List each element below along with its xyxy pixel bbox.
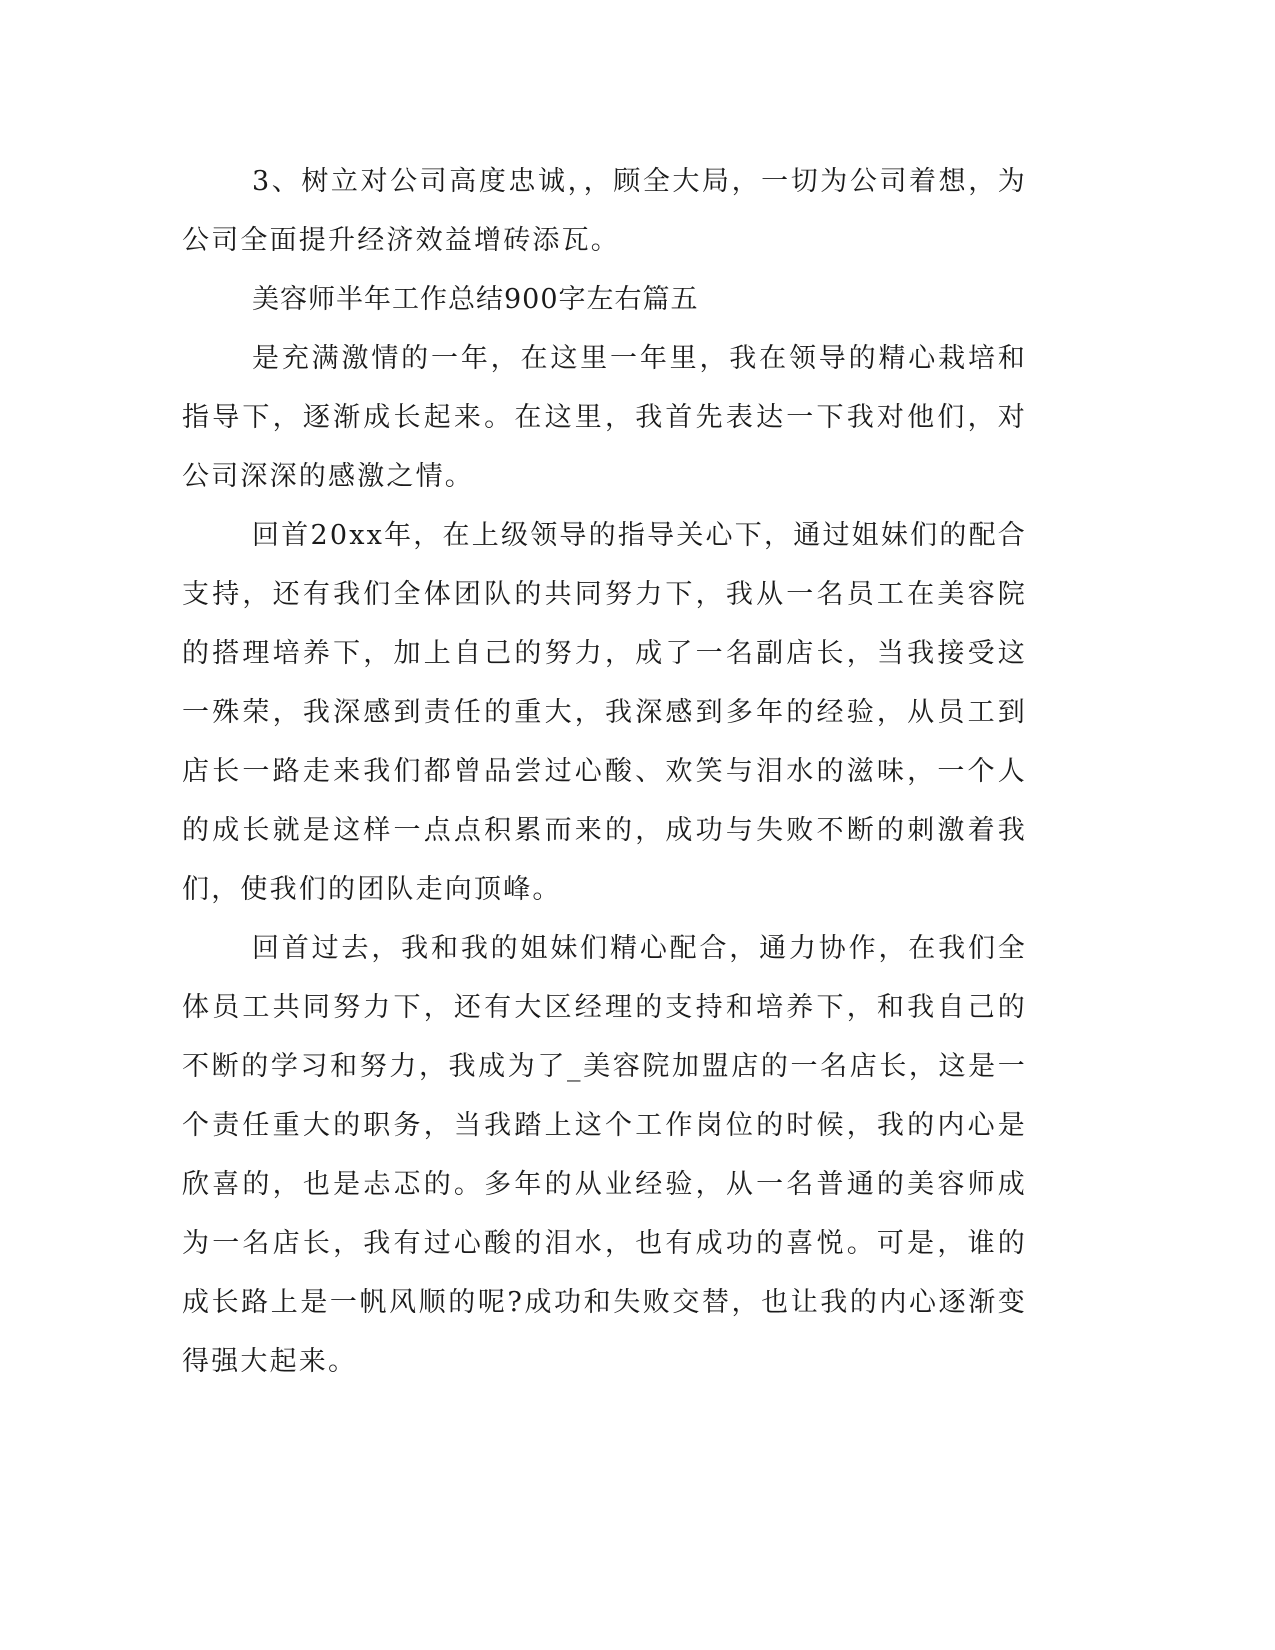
- paragraph-loyalty: 3、树立对公司高度忠诚，，顾全大局，一切为公司着想，为公司全面提升经济效益增砖添瓦。: [182, 166, 1027, 256]
- document-page: [182, 152, 1027, 1391]
- section-heading: 美容师半年工作总结900字左右篇五: [252, 284, 699, 315]
- paragraph-gratitude: 是充满激情的一年，在这里一年里，我在领导的精心栽培和指导下，逐渐成长起来。在这里，我首先表达一下我对他们，对公司深深的感激之情。: [182, 343, 1027, 492]
- paragraph-review-year: 回首20xx年，在上级领导的指导关心下，通过姐妹们的配合支持，还有我们全体团队的共同努力下，我从一名员工在美容院的搭理培养下，加上自己的努力，成了一名副店长，当我接受这一殊荣，我深感到责任的重大，我深感到多年的经验，从员工到店长一路走来我们都曾品尝过心酸、欢笑与泪水的滋味，一个人的成长就是这样一点点积累而来的，成功与失败不断的刺激着我们，使我们的团队走向顶峰。: [182, 520, 1027, 905]
- paragraph-review-past: 回首过去，我和我的姐妹们精心配合，通力协作，在我们全体员工共同努力下，还有大区经理的支持和培养下，和我自己的不断的学习和努力，我成为了_美容院加盟店的一名店长，这是一个责任重大的职务，当我踏上这个工作岗位的时候，我的内心是欣喜的，也是忐忑的。多年的从业经验，从一名普通的美容师成为一名店长，我有过心酸的泪水，也有成功的喜悦。可是，谁的成长路上是一帆风顺的呢?成功和失败交替，也让我的内心逐渐变得强大起来。: [182, 933, 1027, 1377]
